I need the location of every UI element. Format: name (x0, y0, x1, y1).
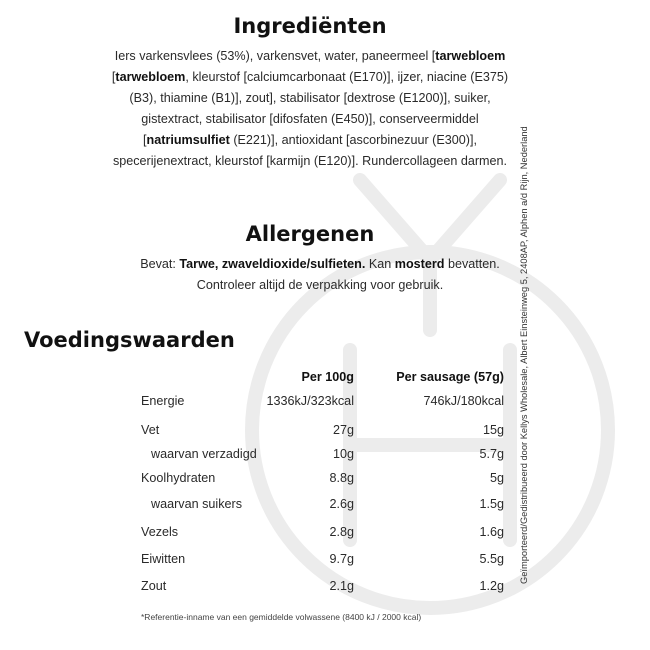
nutrition-title: Voedingswaarden (24, 328, 235, 352)
table-row (141, 394, 504, 414)
importer-address-text: Geïmporteerd/Gedistribueerd door Kellys Wholesale, Albert Einsteinweg 5, 2408AP, Alphen a/d Rijn, Nederland (519, 126, 529, 584)
table-row (141, 423, 504, 443)
text-segment: Kan (365, 257, 395, 271)
bold-allergen-text: tarwebloem (115, 70, 186, 84)
value-per-sausage: 1.2g (479, 579, 504, 593)
value-per-100g: 8.8g (329, 471, 354, 485)
allergens-title: Allergenen (245, 222, 375, 246)
value-per-sausage: 5g (489, 471, 504, 485)
row-label: Koolhydraten (141, 471, 216, 485)
value-per-100g: 9.7g (329, 552, 354, 566)
bold-allergen-text: natriumsulfiet (146, 133, 230, 147)
bold-allergen-text: tarwebloem (435, 49, 506, 63)
value-per-100g: 2.8g (329, 525, 354, 539)
text-segment: [ (111, 70, 116, 84)
row-label: Vet (141, 423, 160, 437)
text-segment: Iers varkensvlees (53%), varkensvet, water, paneermeel [ (114, 49, 436, 63)
reference-intake-footnote: *Referentie-inname van een gemiddelde volwassene (8400 kJ / 2000 kcal) (141, 612, 422, 622)
value-per-100g: 27g (332, 423, 354, 437)
text-segment: , kleurstof [calciumcarbonaat (E170)], ijzer, niacine (E375) (B3), thiamine (B1)], zout], stabilisator [dextrose (E1200)], suiker, gistextract, stabilisator [difosfaten (E450)], conserveermiddel [ (129, 70, 509, 147)
row-label: Eiwitten (141, 552, 186, 566)
table-row (141, 447, 504, 467)
column-header-per-100g: Per 100g (301, 370, 354, 384)
row-label: waarvan suikers (151, 497, 242, 511)
row-label: Zout (141, 579, 167, 593)
table-row (141, 525, 504, 545)
table-row (141, 552, 504, 572)
bold-allergen-text: Tarwe, zwaveldioxide/sulfieten. (179, 257, 366, 271)
value-per-100g: 1336kJ/323kcal (266, 394, 354, 408)
value-per-100g: 2.6g (329, 497, 354, 511)
value-per-sausage: 746kJ/180kcal (423, 394, 504, 408)
text-segment: Bevat: (140, 257, 180, 271)
text-segment: (E221)], antioxidant [ascorbinezuur (E300)], specerijenextract, kleurstof [karmijn (E120)]. Rundercollageen darmen. (112, 133, 508, 168)
value-per-sausage: 1.6g (479, 525, 504, 539)
value-per-100g: 10g (332, 447, 354, 461)
value-per-sausage: 15g (482, 423, 504, 437)
value-per-sausage: 5.5g (479, 552, 504, 566)
column-header-per-sausage: Per sausage (57g) (396, 370, 504, 384)
row-label: waarvan verzadigd (151, 447, 257, 461)
allergens-text (130, 254, 510, 296)
text-segment: bevatten. Controleer altijd de verpakking voor gebruik. (196, 257, 500, 292)
value-per-sausage: 1.5g (479, 497, 504, 511)
value-per-100g: 2.1g (329, 579, 354, 593)
table-row (141, 471, 504, 491)
ingredients-title: Ingrediënten (233, 14, 387, 38)
value-per-sausage: 5.7g (479, 447, 504, 461)
table-row (141, 579, 504, 599)
bold-allergen-text: mosterd (394, 257, 445, 271)
ingredients-text (110, 46, 510, 172)
table-row (141, 497, 504, 517)
row-label: Energie (141, 394, 185, 408)
row-label: Vezels (141, 525, 179, 539)
